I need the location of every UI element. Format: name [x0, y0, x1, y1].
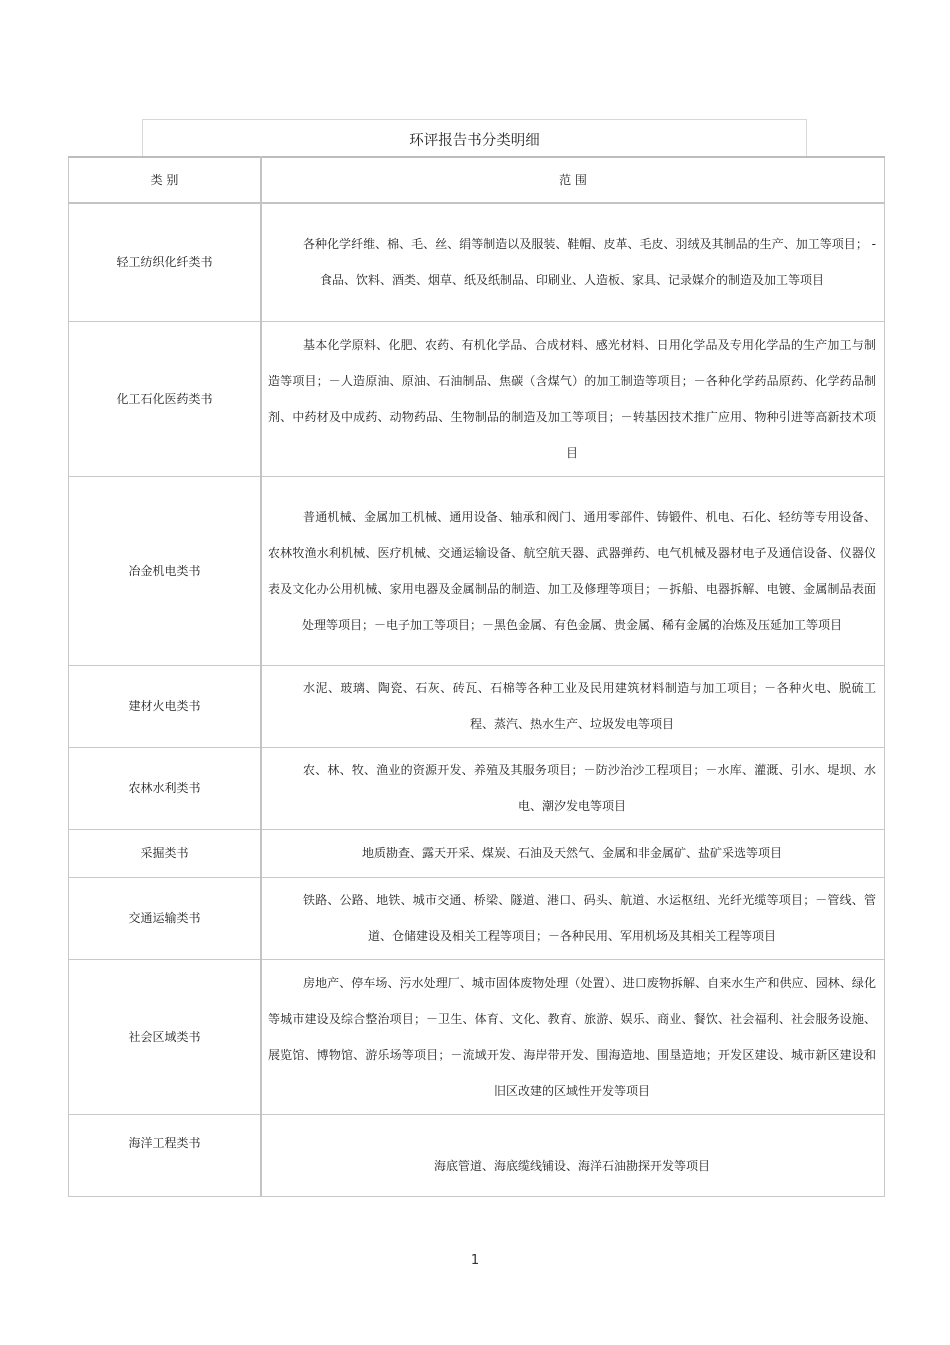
- range-cell: [261, 665, 885, 747]
- category-label: 化工石化医药类书: [116, 391, 213, 406]
- header-range-cell: [261, 157, 885, 203]
- category-cell: [69, 665, 262, 747]
- table-row: [69, 959, 885, 1114]
- table-row: [69, 476, 885, 665]
- table-row: [69, 1114, 885, 1196]
- range-text: 基本化学原料、化肥、农药、有机化学品、合成材料、感光材料、日用化学品及专用化学品的生产加工与制造等项目；－人造原油、原油、石油制品、焦碳（含煤气）的加工制造等项目；－各种化学药品原药、化学药品制剂、中药材及中成药、动物药品、生物制品的制造及加工等项目；－转基因技术推广应用、物种引进等高新技术项目: [268, 337, 876, 460]
- table-row: [69, 665, 885, 747]
- table-row: [69, 203, 885, 321]
- range-text: 房地产、停车场、污水处理厂、城市固体废物处理（处置）、进口废物拆解、自来水生产和供应、园林、绿化等城市建设及综合整治项目；－卫生、体育、文化、教育、旅游、娱乐、商业、餐饮、社会福利、社会服务设施、展览馆、博物馆、游乐场等项目；－流域开发、海岸带开发、围海造地、围垦造地；开发区建设、城市新区建设和旧区改建的区域性开发等项目: [268, 975, 876, 1098]
- range-text: 各种化学纤维、棉、毛、丝、绢等制造以及服装、鞋帽、皮革、毛皮、羽绒及其制品的生产、加工等项目； -食品、饮料、酒类、烟草、纸及纸制品、印刷业、人造板、家具、记录媒介的制造及加工等项目: [303, 237, 876, 288]
- range-text: 水泥、玻璃、陶瓷、石灰、砖瓦、石棉等各种工业及民用建筑材料制造与加工项目；－各种火电、脱硫工程、蒸汽、热水生产、垃圾发电等项目: [303, 681, 876, 731]
- category-cell: [69, 476, 262, 665]
- category-cell: [69, 959, 262, 1114]
- range-text: 地质勘查、露天开采、煤炭、石油及天然气、金属和非金属矿、盐矿采选等项目: [361, 846, 782, 860]
- range-cell: [261, 829, 885, 877]
- table-row: [69, 877, 885, 959]
- category-label: 轻工纺织化纤类书: [116, 255, 213, 270]
- header-category-cell: [69, 157, 262, 203]
- range-cell: [261, 321, 885, 476]
- range-text: 铁路、公路、地铁、城市交通、桥梁、隧道、港口、码头、航道、水运枢纽、光纤光缆等项目；－管线、管道、仓储建设及相关工程等项目；－各种民用、军用机场及其相关工程等项目: [303, 893, 876, 943]
- category-label: 建材火电类书: [128, 699, 201, 713]
- range-cell: [261, 959, 885, 1114]
- range-cell: [261, 476, 885, 665]
- document-title: 环评报告书分类明细: [409, 132, 540, 149]
- category-cell: [69, 1114, 262, 1196]
- table-row: [69, 747, 885, 829]
- category-cell: [69, 829, 262, 877]
- category-cell: [69, 321, 262, 476]
- range-text: 海底管道、海底缆线铺设、海洋石油勘探开发等项目: [433, 1158, 710, 1173]
- header-category: 类 别: [150, 173, 179, 187]
- category-cell: [69, 203, 262, 321]
- range-cell: [261, 877, 885, 959]
- range-cell: [261, 203, 885, 321]
- category-label: 采掘类书: [140, 846, 189, 860]
- category-label: 海洋工程类书: [128, 1135, 201, 1150]
- category-label: 冶金机电类书: [128, 563, 201, 578]
- classification-table: [68, 156, 885, 1197]
- range-text: 普通机械、金属加工机械、通用设备、轴承和阀门、通用零部件、铸锻件、机电、石化、轻纺等专用设备、农林牧渔水利机械、医疗机械、交通运输设备、航空航天器、武器弹药、电气机械及器材电子及通信设备、仪器仪表及文化办公用机械、家用电器及金属制品的制造、加工及修理等项目；－拆船、电器拆解、电镀、金属制品表面处理等项目；－电子加工等项目；－黑色金属、有色金属、贵金属、稀有金属的冶炼及压延加工等项目: [268, 509, 876, 632]
- range-cell: [261, 1114, 885, 1196]
- table-row: [69, 829, 885, 877]
- category-label: 交通运输类书: [128, 911, 201, 925]
- range-cell: [261, 747, 885, 829]
- category-cell: [69, 877, 262, 959]
- category-label: 社会区域类书: [128, 1029, 201, 1044]
- table-row: [69, 321, 885, 476]
- page-number: 1: [470, 1253, 480, 1268]
- header-range: 范 围: [559, 173, 587, 187]
- category-cell: [69, 747, 262, 829]
- document-title-box: [142, 119, 807, 156]
- category-label: 农林水利类书: [128, 781, 201, 795]
- table-header-row: [69, 157, 885, 203]
- range-text: 农、林、牧、渔业的资源开发、养殖及其服务项目；－防沙治沙工程项目；－水库、灌溉、引水、堤坝、水电、潮汐发电等项目: [303, 763, 876, 813]
